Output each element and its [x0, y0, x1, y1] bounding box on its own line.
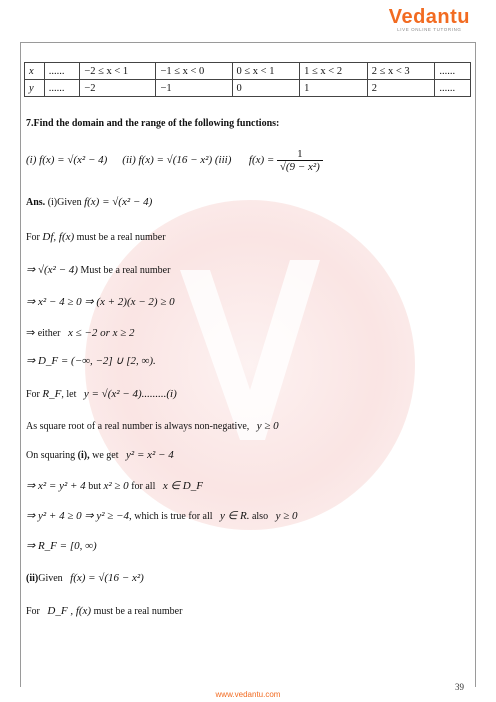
fraction-denominator: √(9 − x²) — [279, 161, 320, 173]
answer-line-5 — [26, 326, 135, 339]
question-part-i: (i) f(x) = √(x² − 4) — [26, 153, 108, 166]
table-cell: 1 ≤ x < 2 — [300, 63, 368, 80]
math: x² ≥ 0 — [103, 480, 129, 492]
bold-text: (ii) — [26, 573, 39, 584]
math: ⇒ R_F = [0, ∞) — [26, 540, 97, 552]
question-parts — [26, 148, 323, 173]
answer-line-7 — [26, 388, 177, 400]
page-number: 39 — [455, 682, 464, 692]
answer-line-4 — [26, 295, 175, 308]
text: we get — [92, 450, 119, 461]
answer-line-6 — [26, 354, 156, 367]
math: x ∈ D_F — [162, 480, 203, 492]
table-cell: −2 — [80, 80, 156, 97]
text: either — [37, 328, 61, 339]
text: which is true for all — [134, 511, 213, 522]
answer-line-11 — [26, 509, 298, 522]
table-cell: −1 ≤ x < 0 — [156, 63, 232, 80]
answer-line-14 — [26, 605, 182, 617]
answer-line-10 — [26, 479, 203, 492]
table-cell: ...... — [435, 63, 471, 80]
vedantu-logo — [389, 6, 470, 32]
math: y² = x² − 4 — [126, 449, 174, 461]
answer-line-2 — [26, 231, 166, 243]
answer-line-13 — [26, 572, 144, 584]
math: x ≤ −2 or x ≥ 2 — [67, 327, 135, 339]
answer-line-12 — [26, 539, 97, 552]
values-table — [24, 62, 471, 97]
given-text: (i)Given — [47, 197, 82, 208]
table-cell: ...... — [44, 63, 80, 80]
table-cell: y — [25, 80, 45, 97]
table-cell: −1 — [156, 80, 232, 97]
table-cell: ...... — [435, 80, 471, 97]
given-math: f(x) = √(x² − 4) — [84, 196, 153, 208]
answer-line-3 — [26, 263, 170, 276]
table-row — [25, 80, 471, 97]
text: As square root of a real number is always non-negative, — [26, 421, 250, 432]
answer-line-1 — [26, 196, 152, 208]
math: f(x) = √(16 − x²) — [70, 572, 144, 584]
math: y = √(x² − 4).........(i) — [83, 388, 177, 400]
question-title: 7.Find the domain and the range of the following functions: — [26, 118, 280, 129]
table-cell: 2 ≤ x < 3 — [367, 63, 435, 80]
math: ⇒ x² = y² + 4 — [26, 480, 86, 492]
text: for all — [131, 481, 156, 492]
right-border — [475, 42, 476, 687]
footer-link[interactable]: www.vedantu.com — [215, 690, 281, 699]
bold-text: (i), — [77, 450, 90, 461]
table-row — [25, 63, 471, 80]
table-cell: 0 — [232, 80, 300, 97]
table-cell: x — [25, 63, 45, 80]
answer-line-9 — [26, 449, 174, 461]
text: but — [88, 481, 101, 492]
text: For — [26, 389, 40, 400]
math: ⇒ y² + 4 ≥ 0 ⇒ y² ≥ −4, — [26, 510, 132, 522]
math: ⇒ D_F = (−∞, −2] ∪ [2, ∞). — [26, 355, 156, 367]
arrow: ⇒ — [26, 327, 36, 339]
table-cell: 0 ≤ x < 1 — [232, 63, 300, 80]
text: For — [26, 606, 40, 617]
math: y ≥ 0 — [275, 510, 298, 522]
text: also — [251, 511, 269, 522]
table-cell: 1 — [300, 80, 368, 97]
math: y ≥ 0 — [256, 420, 279, 432]
math: Df, f(x) — [42, 231, 75, 243]
table-cell: ...... — [44, 80, 80, 97]
answer-line-8 — [26, 420, 279, 432]
text: must be a real number — [76, 232, 166, 243]
text: must be a real number — [93, 606, 183, 617]
question-part-iii-lhs: f(x) = — [248, 153, 275, 166]
math: ⇒ √(x² − 4) — [26, 264, 78, 276]
math: R_F — [42, 388, 62, 400]
text: Given — [38, 573, 63, 584]
table-cell: 2 — [367, 80, 435, 97]
left-border — [20, 42, 21, 687]
table-cell: −2 ≤ x < 1 — [80, 63, 156, 80]
text: , let — [61, 389, 77, 400]
math: y ∈ R. — [220, 510, 250, 522]
fraction-numerator: 1 — [277, 148, 323, 161]
ans-label: Ans. — [26, 197, 46, 208]
question-part-iii-fraction — [277, 148, 323, 173]
math: D_F , f(x) — [47, 605, 92, 617]
question-part-ii: (ii) f(x) = √(16 − x²) (iii) — [122, 153, 232, 166]
logo-tagline: LIVE ONLINE TUTORING — [397, 27, 462, 32]
text: For — [26, 232, 40, 243]
text: On squaring — [26, 450, 76, 461]
text: Must be a real number — [80, 265, 171, 276]
header-rule — [20, 42, 476, 43]
logo-brand: Vedantu — [388, 6, 470, 28]
math: ⇒ x² − 4 ≥ 0 ⇒ (x + 2)(x − 2) ≥ 0 — [26, 296, 175, 308]
